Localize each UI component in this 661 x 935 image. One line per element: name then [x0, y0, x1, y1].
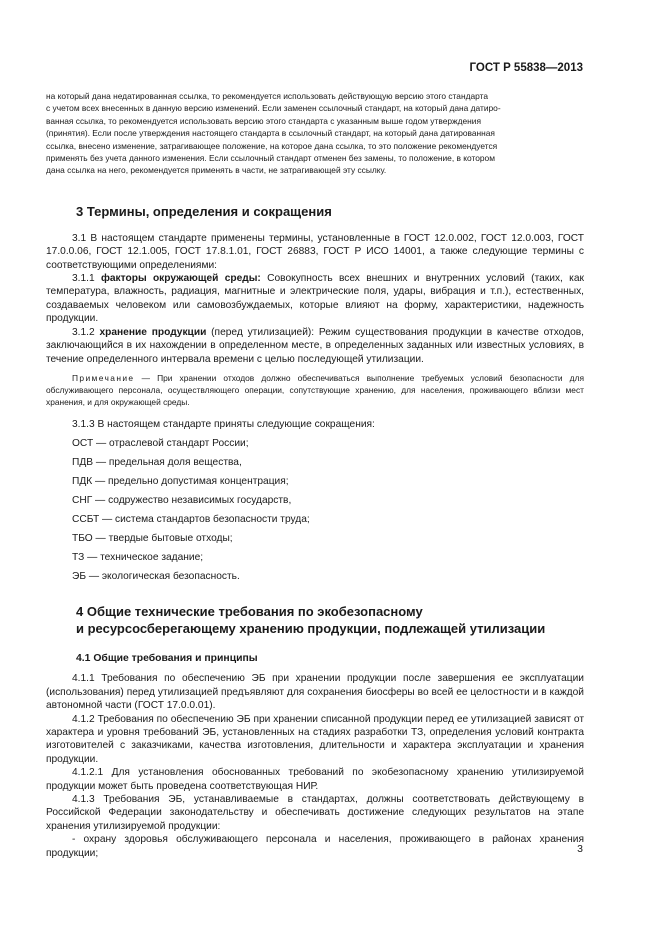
- abbreviation-item: ССБТ — система стандартов безопасности труда;: [72, 514, 310, 526]
- section-4-heading-line-2: и ресурсосберегающему хранению продукции, подлежащей утилизации: [76, 621, 546, 637]
- term: хранение продукции: [99, 326, 207, 338]
- standard-code: ГОСТ Р 55838—2013: [469, 62, 583, 74]
- abbreviation-item: ТЗ — техническое задание;: [72, 552, 204, 564]
- abbreviation-item: ТБО — твердые бытовые отходы;: [72, 533, 233, 545]
- abbreviation-item: ПДК — предельно допустимая концентрация;: [72, 476, 289, 488]
- intro-line: дана ссылка на него, рекомендуется применять в части, не затрагивающей эту ссылку.: [46, 165, 387, 176]
- intro-paragraph: [46, 90, 584, 177]
- paragraph-3-1-2: [46, 326, 584, 366]
- paragraph-4-1-3: 4.1.3 Требования ЭБ, устанавливаемые в стандартах, должны соответствовать действующему в Российской Федерации законодательству и обеспечивать достижение следующих результатов на этапе хранения утилизируемой продукции:: [46, 793, 584, 832]
- paragraph-4-1-2: 4.1.2 Требования по обеспечению ЭБ при хранении списанной продукции перед ее утилизацией зависят от характера и уровня требований ЭБ, установленных на стадиях разработки ТЗ, определения условий контракта изготовителей с заказчиками, качества изготовления, длительности и характера эксплуатации и хранения продукции.: [46, 713, 584, 765]
- intro-line: применять без учета данного изменения. Если ссылочный стандарт отменен без замены, то положение, в котором: [46, 153, 495, 164]
- abbreviation-item: СНГ — содружество независимых государств,: [72, 495, 292, 507]
- intro-line: с учетом всех внесенных в данную версию изменений. Если заменен ссылочный стандарт, на который дана датиро-: [46, 103, 501, 114]
- abbreviation-item: ОСТ — отраслевой стандарт России;: [72, 438, 249, 450]
- paragraph-3-1: 3.1 В настоящем стандарте применены термины, установленные в ГОСТ 12.0.002, ГОСТ 12.0.003, ГОСТ 17.0.0.06, ГОСТ 12.1.005, ГОСТ 17.8.1.01, ГОСТ 26883, ГОСТ Р ИСО 14001, а также следующие термины с соответствующими определениями:: [46, 232, 584, 271]
- section-4-heading-line-1: 4 Общие технические требования по экобезопасному: [76, 604, 423, 620]
- abbreviation-item: ЭБ — экологическая безопасность.: [72, 571, 240, 583]
- paragraph-4-1-1: 4.1.1 Требования по обеспечению ЭБ при хранении продукции после завершения ее эксплуатации (использования) перед утилизацией предъявляют для сохранения биосферы во всей ее целостности и в каждой автономной части (ГОСТ 17.0.0.01).: [46, 673, 584, 712]
- page-number: 3: [577, 843, 583, 855]
- paragraph-4-1-2-1: 4.1.2.1 Для установления обоснованных требований по экобезопасному хранению утилизируемой продукции может быть проведена соответствующая НИР.: [46, 767, 584, 792]
- clause-number: 3.1.2: [72, 326, 100, 338]
- intro-line: на который дана недатированная ссылка, то рекомендуется использовать действующую версию этого стандарта: [46, 91, 488, 101]
- bullet-item: - охрану здоровья обслуживающего персонала и населения, проживающего в районах хранения продукции;: [46, 834, 584, 859]
- definition: (перед утилизацией): Режим существования продукции в качестве отходов, заключающийся в их нахождении в определенном месте, в определенных заданных или известных условиях, в течение определенного интервала времени с целью последующей утилизации.: [46, 326, 584, 365]
- clause-number: 3.1.1: [72, 273, 101, 285]
- intro-line: ссылка, внесено изменение, затрагивающее положение, на которое дана ссылка, то это положение рекомендуется: [46, 140, 498, 151]
- abbreviation-item: ПДВ — предельная доля вещества,: [72, 457, 242, 469]
- intro-line: (принятия). Если после утверждения настоящего стандарта в ссылочный стандарт, на который дана датированная: [46, 128, 495, 139]
- note: [46, 372, 584, 408]
- note-label: Примечание: [72, 372, 135, 383]
- subsection-4-1-heading: 4.1 Общие требования и принципы: [76, 653, 258, 665]
- term: факторы окружающей среды:: [100, 273, 261, 285]
- paragraph-3-1-3: 3.1.3 В настоящем стандарте приняты следующие сокращения:: [72, 418, 375, 430]
- note-text: — При хранении отходов должно обеспечиваться выполнение требуемых условий безопасности для обслуживающего персонала, осуществляющего операции, сопутствующие хранению, для населения, проживающего вблизи мест хранения, и для окружающей среды.: [46, 372, 584, 407]
- document-body: [46, 90, 584, 860]
- section-3-heading: 3 Термины, определения и сокращения: [76, 203, 332, 219]
- paragraph-3-1-1: [46, 272, 584, 326]
- intro-line: ванная ссылка, то рекомендуется использовать версию этого стандарта с указанным выше годом утверждения: [46, 115, 481, 126]
- definition: Совокупность всех внешних и внутренних условий (таких, как температура, влажность, радиация, магнитные и электрические поля, удары, вибрация и т.п.), естественных, создаваемых человеком или самовозбуждаемых, которые влияют на форму, характеристики, надежность продукции.: [46, 273, 584, 325]
